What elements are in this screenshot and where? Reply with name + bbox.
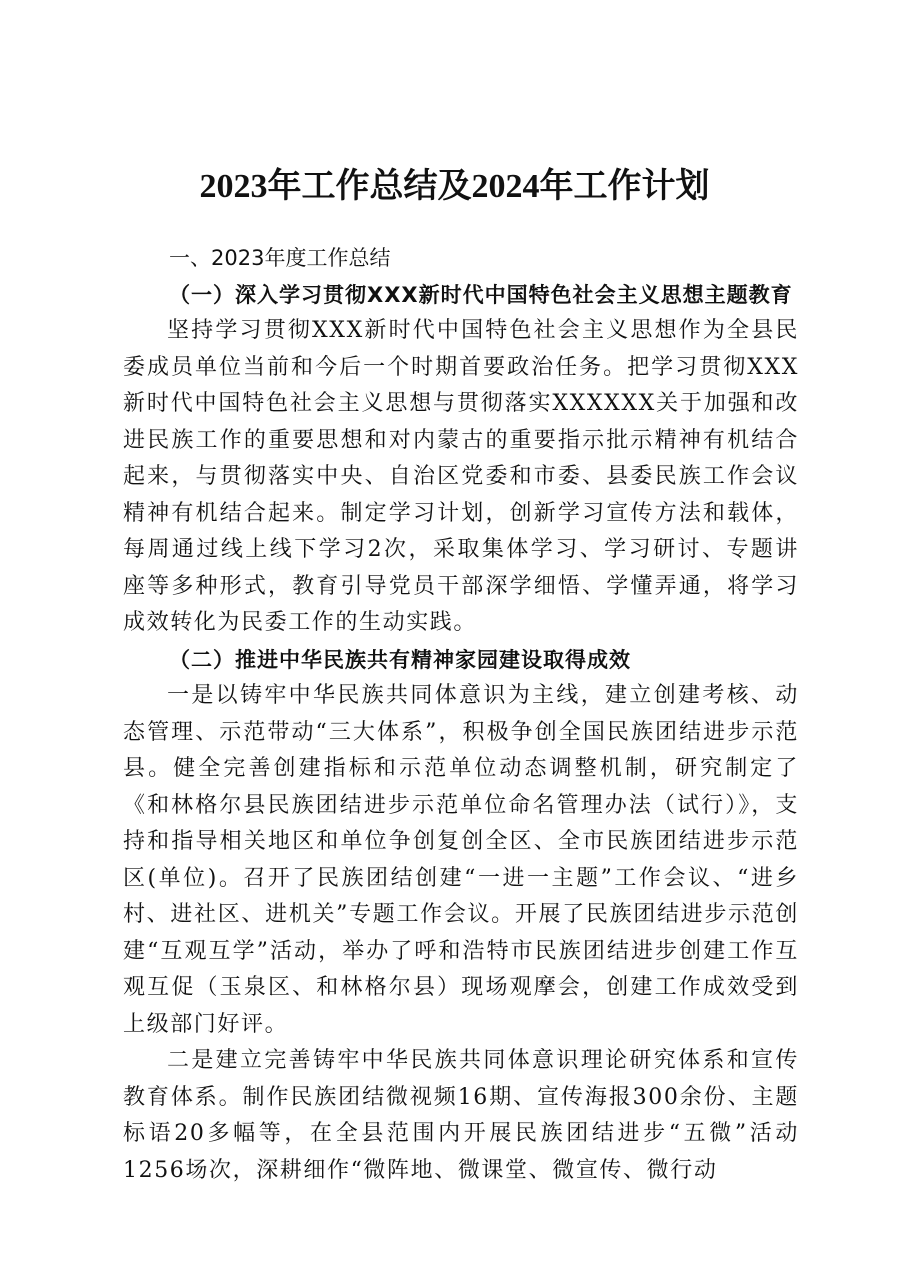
document-title: 2023年工作总结及2024年工作计划 bbox=[199, 168, 710, 205]
subsection-heading: （二）推进中华民族共有精神家园建设取得成效 bbox=[169, 647, 631, 672]
body-paragraph: 坚持学习贯彻XXX新时代中国特色社会主义思想作为全县民委成员单位当前和今后一个时期首要政治任务。把学习贯彻XXX新时代中国特色社会主义思想与贯彻落实XXXXXX关于加强和改进民族工作的重要思想和对内蒙古的重要指示批示精神有机结合起来，与贯彻落实中央、自治区党委和市委、县委民族工作会议精神有机结合起来。制定学习计划，创新学习宣传方法和载体，每周通过线上线下学习2次，采取集体学习、学习研讨、专题讲座等多种形式，教育引导党员干部深学细悟、学懂弄通，将学习成效转化为民委工作的生动实践。 bbox=[123, 318, 799, 635]
document-body bbox=[123, 240, 799, 1189]
section-heading: 一、2023年度工作总结 bbox=[169, 246, 391, 270]
body-paragraph: 二是建立完善铸牢中华民族共同体意识理论研究体系和宣传教育体系。制作民族团结微视频16期、宣传海报300余份、主题标语20多幅等，在全县范围内开展民族团结进步“五微”活动1256场次，深耕细作“微阵地、微课堂、微宣传、微行动 bbox=[123, 1048, 799, 1183]
body-paragraph: 一是以铸牢中华民族共同体意识为主线，建立创建考核、动态管理、示范带动“三大体系”，积极争创全国民族团结进步示范县。健全完善创建指标和示范单位动态调整机制，研究制定了《和林格尔县民族团结进步示范单位命名管理办法（试行）》，支持和指导相关地区和单位争创复创全区、全市民族团结进步示范区(单位)。召开了民族团结创建“一进一主题”工作会议、“进乡村、进社区、进机关”专题工作会议。开展了民族团结进步示范创建“互观互学”活动，举办了呼和浩特市民族团结进步创建工作互观互促（玉泉区、和林格尔县）现场观摩会，创建工作成效受到上级部门好评。 bbox=[123, 683, 799, 1037]
subsection-heading: （一）深入学习贯彻XXX新时代中国特色社会主义思想主题教育 bbox=[169, 282, 793, 307]
